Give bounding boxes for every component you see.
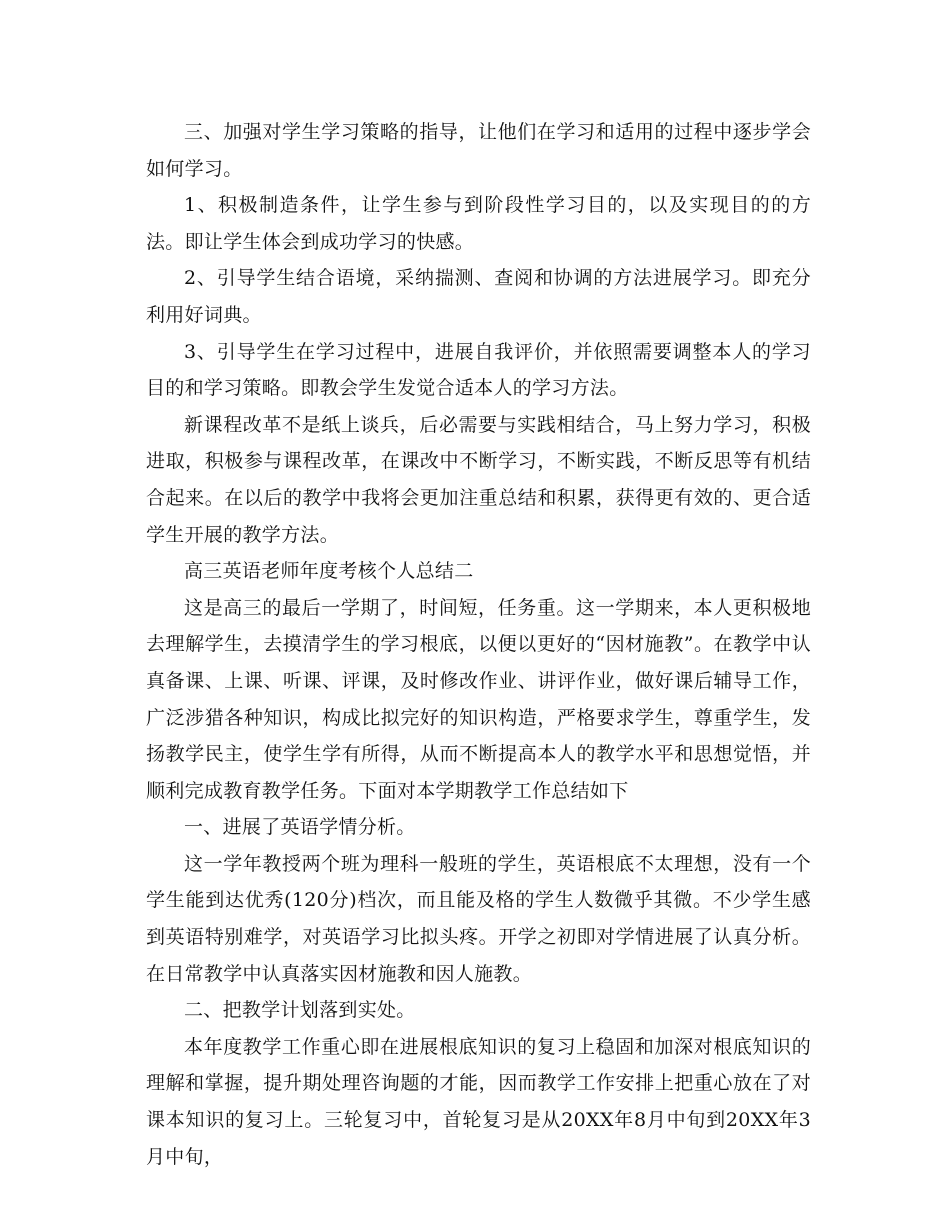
paragraph: 2、引导学生结合语境，采纳揣测、查阅和协调的方法进展学习。即充分利用好词典。	[146, 267, 811, 326]
section-heading: 高三英语老师年度考核个人总结二	[184, 560, 474, 583]
paragraph: 3、引导学生在学习过程中，进展自我评价，并依照需要调整本人的学习目的和学习策略。即教会学生发觉合适本人的学习方法。	[146, 340, 811, 400]
paragraph: 三、加强对学生学习策略的指导，让他们在学习和适用的过程中逐步学会如何学习。	[146, 121, 811, 180]
paragraph: 新课程改革不是纸上谈兵，后必需要与实践相结合，马上努力学习，积极进取，积极参与课程改革，在课改中不断学习，不断实践，不断反思等有机结合起来。在以后的教学中我将会更加注重总结和积累，获得更有效的、更合适学生开展的教学方法。	[146, 413, 811, 546]
paragraph: 本年度教学工作重心即在进展根底知识的复习上稳固和加深对根底知识的理解和掌握，提升期处理咨询题的才能，因而教学工作安排上把重心放在了对课本知识的复习上。三轮复习中，首轮复习是从20XX年8月中旬到20XX年3月中旬，	[146, 1035, 811, 1168]
section-heading: 一、进展了英语学情分析。	[184, 816, 416, 839]
paragraph: 这一学年教授两个班为理科一般班的学生，英语根底不太理想，没有一个学生能到达优秀(120分)档次，而且能及格的学生人数微乎其微。不少学生感到英语特别难学，对英语学习比拟头疼。开学之初即对学情进展了认真分析。在日常教学中认真落实因材施教和因人施教。	[146, 852, 811, 985]
section-heading: 二、把教学计划落到实处。	[184, 999, 416, 1022]
document-body	[146, 114, 811, 1175]
paragraph: 这是高三的最后一学期了，时间短，任务重。这一学期来，本人更积极地去理解学生，去摸清学生的学习根底，以便以更好的“因材施教”。在教学中认真备课、上课、听课、评课，及时修改作业、讲评作业，做好课后辅导工作，广泛涉猎各种知识，构成比拟完好的知识构造，严格要求学生，尊重学生，发扬教学民主，使学生学有所得，从而不断提高本人的教学水平和思想觉悟，并顺利完成教育教学任务。下面对本学期教学工作总结如下	[146, 596, 811, 802]
paragraph: 1、积极制造条件，让学生参与到阶段性学习目的，以及实现目的的方法。即让学生体会到成功学习的快感。	[146, 194, 811, 253]
